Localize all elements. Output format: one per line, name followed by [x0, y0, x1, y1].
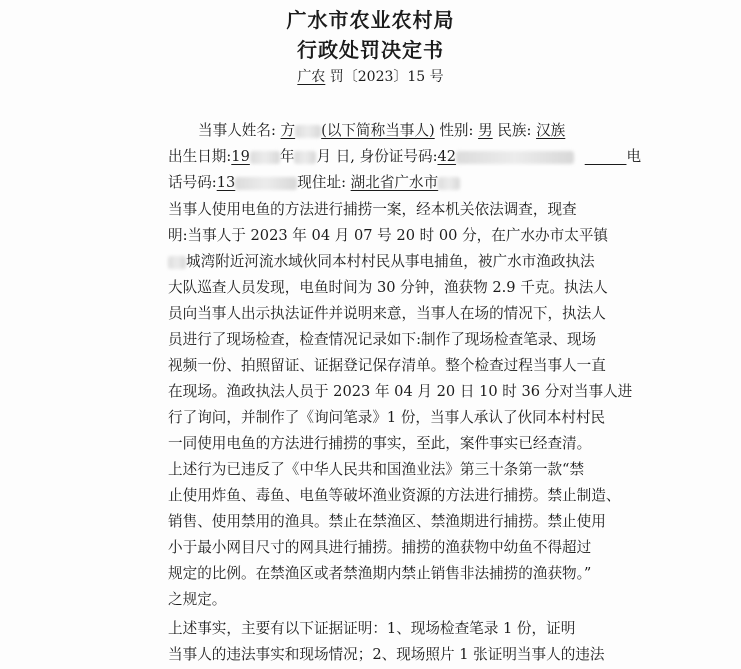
redaction-mark	[456, 151, 574, 164]
gender-value: 男	[478, 122, 493, 139]
ethnic-label: 民族:	[497, 122, 532, 139]
body-line-text: 城湾附近河流水域伙同本村村民从事电捕鱼，被广水市渔政执法	[186, 253, 595, 270]
body-line: 当事人使用电鱼的方法进行捕捞一案，经本机关依法调查，现查	[168, 201, 577, 218]
birth-id-line	[168, 148, 641, 166]
birth-year: 19	[231, 148, 250, 165]
body-line: 上述事实，主要有以下证据证明：1、现场检查笔录 1 份，证明	[168, 620, 576, 637]
doc-number-suffix: 罚〔2023〕15 号	[329, 69, 444, 85]
body-line: 规定的比例。在禁渔区或者禁渔期内禁止销售非法捕捞的渔获物。”	[168, 565, 592, 582]
body-line: 员向当事人出示执法证件并说明来意，当事人在场的情况下，执法人	[168, 305, 606, 322]
body-line: 大队巡查人员发现，电鱼时间为 30 分钟，渔获物 2.9 千克。执法人	[168, 279, 608, 296]
redaction-mark	[295, 125, 321, 138]
document-number	[0, 66, 741, 86]
doc-number-prefix: 广农	[297, 69, 326, 85]
address-label: 现住址:	[297, 174, 346, 191]
address-value: 湖北省广水市	[350, 174, 439, 191]
body-line: 行了询问，并制作了《询问笔录》1 份，当事人承认了伙同本村村民	[168, 409, 606, 426]
redaction-mark	[168, 256, 186, 269]
body-line: 视频一份、拍照留证、证据登记保存清单。整个检查过程当事人一直	[168, 357, 606, 374]
id-label: 身份证号码:	[359, 148, 438, 165]
redaction-mark	[235, 177, 297, 190]
body-line: 销售、使用禁用的渔具。禁止在禁渔区、禁渔期进行捕捞。禁止使用	[168, 513, 606, 530]
body-line: 止使用炸鱼、毒鱼、电鱼等破坏渔业资源的方法进行捕捞。禁止制造、	[168, 487, 621, 504]
ethnic-value: 汉族	[536, 122, 566, 139]
body-line	[168, 253, 595, 271]
name-partial: 方	[280, 122, 296, 139]
gender-label: 性别:	[439, 122, 474, 139]
redaction-mark	[438, 177, 460, 190]
document-type-title: 行政处罚决定书	[297, 38, 444, 62]
phone-address-line	[168, 174, 460, 192]
body-line: 之规定。	[168, 591, 227, 608]
phone-label-a: 电	[626, 148, 642, 165]
body-line: 明:当事人于 2023 年 04 月 07 号 20 时 00 分，在广水办市太平镇	[168, 227, 609, 244]
body-line: 员进行了现场检查，检查情况记录如下:制作了现场检查笔录、现场	[168, 331, 597, 348]
birth-day-suffix: 月 日,	[316, 148, 355, 165]
phone-number: 13	[216, 174, 236, 191]
body-line: 小于最小网目尺寸的网具进行捕捞。捕捞的渔获物中幼鱼不得超过	[168, 539, 592, 556]
name-label: 当事人姓名:	[198, 122, 276, 139]
agency-title: 广水市农业农村局	[286, 8, 455, 32]
body-line: 上述行为已违反了《中华人民共和国渔业法》第三十条第一款“禁	[168, 461, 585, 478]
redaction-mark	[294, 151, 316, 164]
body-line: 一同使用电鱼的方法进行捕捞的事实，至此，案件事实已经查清。	[168, 435, 592, 452]
party-name	[281, 122, 435, 139]
party-name-line	[198, 122, 565, 140]
name-note: (以下简称当事人)	[321, 122, 435, 139]
blank-underline	[585, 148, 627, 165]
birth-year-suffix: 年	[279, 148, 295, 165]
id-number: 42	[437, 148, 457, 165]
body-line: 在现场。渔政执法人员于 2023 年 04 月 20 日 10 时 36 分对当事人进	[168, 383, 633, 400]
birth-label: 出生日期:	[168, 148, 232, 165]
redaction-mark	[250, 151, 280, 164]
body-line: 当事人的违法事实和现场情况；2、现场照片 1 张证明当事人的违法	[168, 646, 605, 663]
phone-label-b: 话号码:	[168, 174, 217, 191]
